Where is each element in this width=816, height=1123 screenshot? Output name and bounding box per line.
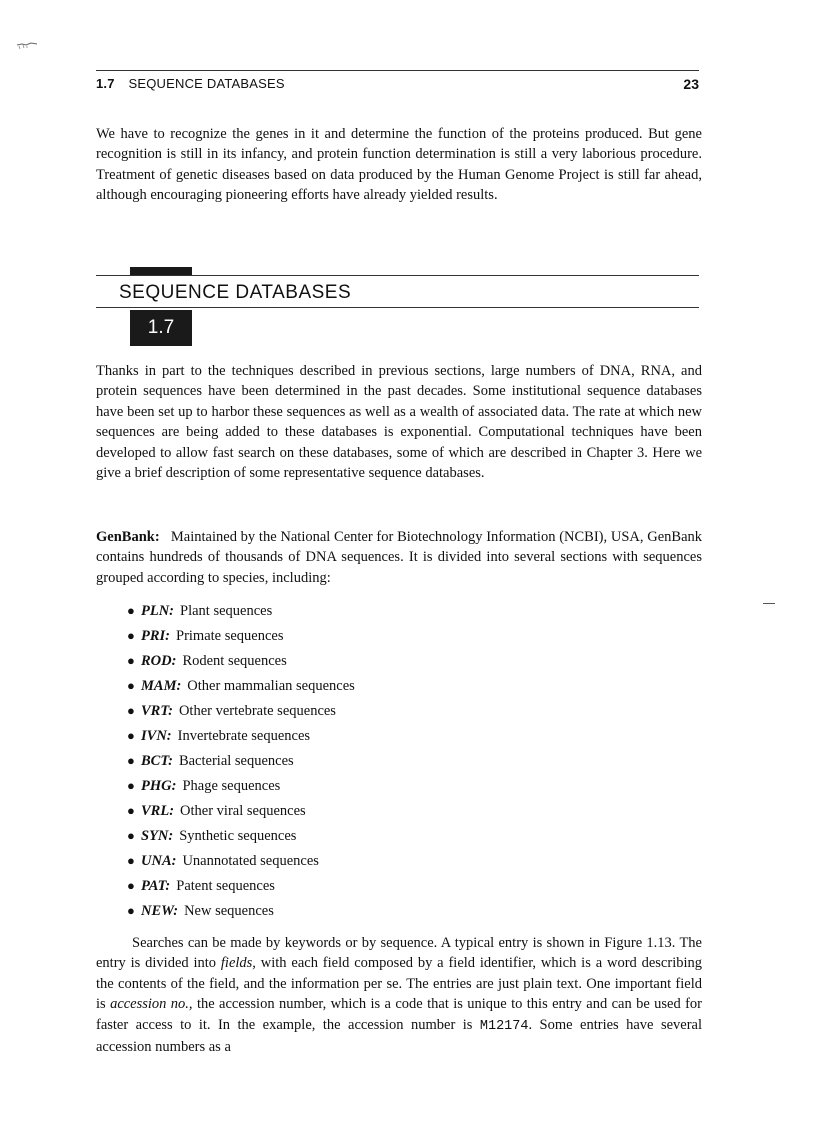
list-item: ● VRT: Other vertebrate sequences (127, 703, 336, 719)
header-rule (96, 70, 699, 71)
header-section (96, 76, 285, 91)
fields-term: fields, (220, 955, 256, 972)
list-item: ● NEW: New sequences (127, 903, 274, 919)
list-item: ● BCT: Bacterial sequences (127, 753, 294, 769)
body-paragraph: Thanks in part to the techniques described in previous sections, large numbers of DNA, RNA, and protein sequences have been determined in the past decades. Some institutional sequence databases have been set up to harbor these sequences as well as a wealth of associated data. The rate at which new sequences are being added to these databases is exponential. Computational techniques have been developed to allow fast search on these databases, some of which are described in Chapter 3. Here we give a brief description of some representative sequence databases. (96, 363, 702, 482)
running-header (96, 76, 699, 96)
list-item: ● MAM: Other mammalian sequences (127, 678, 355, 694)
genbank-term: GenBank: (96, 529, 160, 545)
section-number-badge: 1.7 (130, 310, 192, 346)
page-number: 23 (683, 76, 699, 92)
list-item: ● IVN: Invertebrate sequences (127, 728, 311, 744)
genbank-sections-list (127, 598, 355, 923)
section-heading-bar (130, 267, 192, 275)
intro-paragraph: We have to recognize the genes in it and determine the function of the proteins produced. But gene recognition is still in its infancy, and protein function determination is still a very laborious procedure. Treatment of genetic diseases based on data produced by the Human Genome Project is still far ahead, although encouraging pioneering efforts have already yielded results. (96, 126, 702, 204)
accession-example: M12174 (479, 1018, 529, 1034)
margin-dash (763, 603, 775, 604)
header-section-title: SEQUENCE DATABASES (128, 76, 285, 91)
header-section-number: 1.7 (96, 76, 115, 91)
section-title: SEQUENCE DATABASES (119, 282, 352, 303)
list-item: ● VRL: Other viral sequences (127, 803, 306, 819)
list-item: ● ROD: Rodent sequences (127, 653, 287, 669)
genbank-paragraph (96, 527, 702, 588)
search-paragraph: Searches can be made by keywords or by sequence. A typical entry is shown in Figure 1.13. The entry is divided into fields, with each field composed by a field identifier, which is a word describing the contents of the field, and the information per se. The entries are just plain text. One important field is accession no., the accession number, which is a code that is unique to this entry and can be used for faster access to it. In the example, the accession number is M12174. Some entries have several accession numbers as a (96, 935, 703, 1056)
list-item: ● PRI: Primate sequences (127, 628, 284, 644)
list-item: ● PLN: Plant sequences (127, 603, 273, 619)
list-item: ● SYN: Synthetic sequences (127, 828, 297, 844)
genbank-text: Maintained by the National Center for Biotechnology Information (NCBI), USA, GenBank contains hundreds of thousands of DNA sequences. It is divided into several sections with sequences grouped according to species, including: (96, 529, 703, 586)
list-item: ● PAT: Patent sequences (127, 878, 275, 894)
section-rule-bottom (96, 307, 699, 308)
list-item: ● UNA: Unannotated sequences (127, 853, 319, 869)
accession-term: accession no., (110, 996, 193, 1013)
list-item: ● PHG: Phage sequences (127, 778, 281, 794)
section-rule-top (96, 275, 699, 276)
scan-mark (16, 42, 38, 50)
